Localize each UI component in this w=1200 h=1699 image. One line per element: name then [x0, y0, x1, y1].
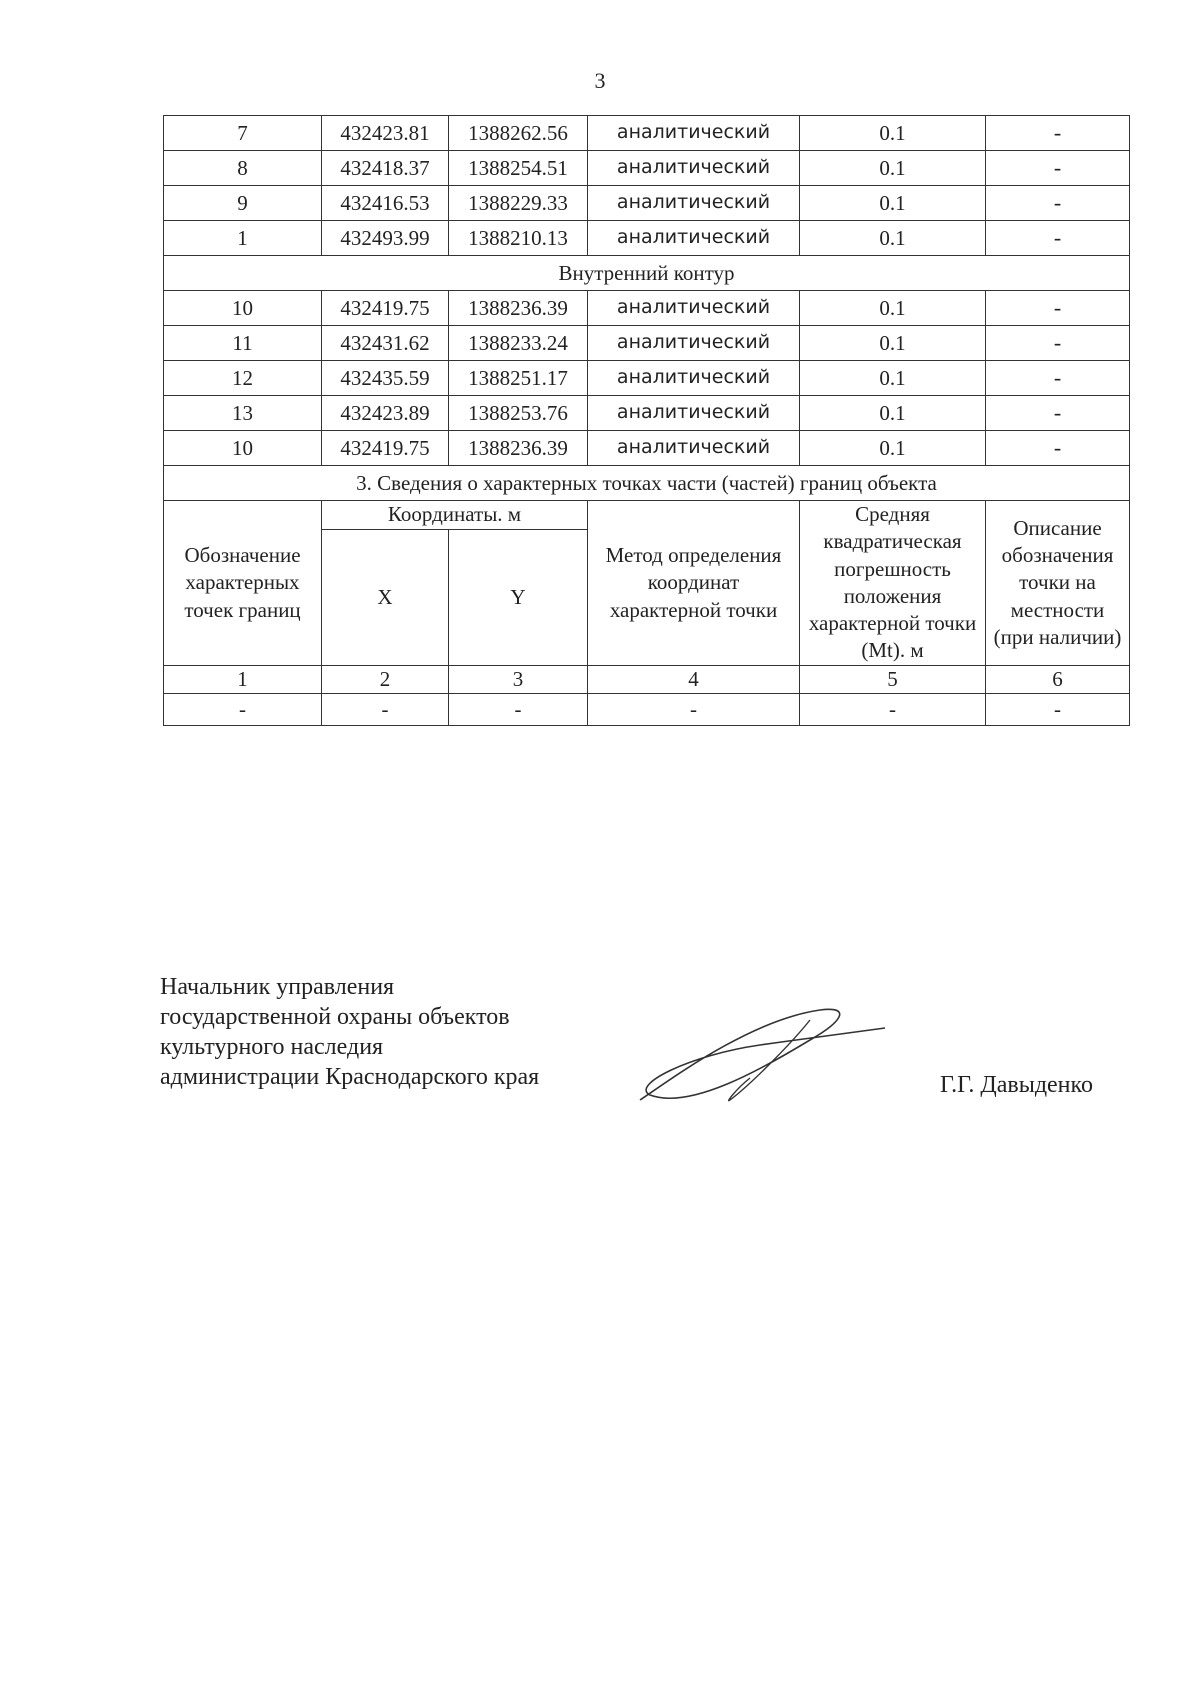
table-row	[164, 361, 1130, 396]
point-number-cell: 12	[164, 361, 322, 396]
inner-contour-row	[164, 256, 1130, 291]
description-cell: -	[986, 151, 1130, 186]
error-cell: 0.1	[800, 116, 986, 151]
method-cell: аналитический	[588, 396, 800, 431]
header-row	[164, 501, 1130, 530]
table-row	[164, 326, 1130, 361]
description-cell: -	[986, 291, 1130, 326]
x-coordinate-cell: 432419.75	[322, 431, 449, 466]
description-cell: -	[986, 361, 1130, 396]
description-cell: -	[986, 221, 1130, 256]
y-coordinate-cell: 1388254.51	[449, 151, 588, 186]
y-coordinate-cell: 1388210.13	[449, 221, 588, 256]
x-coordinate-cell: 432493.99	[322, 221, 449, 256]
table-row	[164, 151, 1130, 186]
x-coordinate-cell: 432435.59	[322, 361, 449, 396]
point-number-cell: 7	[164, 116, 322, 151]
y-coordinate-cell: 1388253.76	[449, 396, 588, 431]
handwritten-signature	[630, 1000, 890, 1110]
position-line: культурного наследия	[160, 1034, 384, 1060]
empty-data-row	[164, 693, 1130, 725]
header-error: Средняя квадратическая погрешность положения характерной точки (Mt). м	[800, 501, 986, 666]
column-number: 5	[800, 665, 986, 693]
method-cell: аналитический	[588, 326, 800, 361]
column-number: 3	[449, 665, 588, 693]
method-cell: аналитический	[588, 116, 800, 151]
description-cell: -	[986, 396, 1130, 431]
header-point-designation: Обозначение характерных точек границ	[164, 501, 322, 666]
column-number: 4	[588, 665, 800, 693]
point-number-cell: 11	[164, 326, 322, 361]
point-number-cell: 9	[164, 186, 322, 221]
point-number-cell: 13	[164, 396, 322, 431]
point-number-cell: 1	[164, 221, 322, 256]
header-x: X	[322, 529, 449, 665]
error-cell: 0.1	[800, 151, 986, 186]
error-cell: 0.1	[800, 326, 986, 361]
x-coordinate-cell: 432418.37	[322, 151, 449, 186]
empty-cell: -	[449, 693, 588, 725]
inner-contour-title: Внутренний контур	[164, 256, 1130, 291]
error-cell: 0.1	[800, 186, 986, 221]
error-cell: 0.1	[800, 396, 986, 431]
y-coordinate-cell: 1388236.39	[449, 291, 588, 326]
description-cell: -	[986, 431, 1130, 466]
y-coordinate-cell: 1388229.33	[449, 186, 588, 221]
column-number: 1	[164, 665, 322, 693]
table-row	[164, 291, 1130, 326]
signer-position	[160, 972, 539, 1092]
table-row	[164, 396, 1130, 431]
error-cell: 0.1	[800, 221, 986, 256]
method-cell: аналитический	[588, 186, 800, 221]
table-row	[164, 221, 1130, 256]
y-coordinate-cell: 1388233.24	[449, 326, 588, 361]
section3-title-row	[164, 466, 1130, 501]
coordinates-table	[163, 115, 1130, 726]
empty-cell: -	[164, 693, 322, 725]
header-coordinates: Координаты. м	[322, 501, 588, 530]
header-method: Метод определения координат характерной точки	[588, 501, 800, 666]
column-number: 2	[322, 665, 449, 693]
empty-cell: -	[322, 693, 449, 725]
column-number-row	[164, 665, 1130, 693]
position-line: государственной охраны объектов	[160, 1004, 510, 1030]
error-cell: 0.1	[800, 431, 986, 466]
error-cell: 0.1	[800, 291, 986, 326]
method-cell: аналитический	[588, 361, 800, 396]
empty-cell: -	[800, 693, 986, 725]
x-coordinate-cell: 432419.75	[322, 291, 449, 326]
y-coordinate-cell: 1388236.39	[449, 431, 588, 466]
empty-cell: -	[588, 693, 800, 725]
column-number: 6	[986, 665, 1130, 693]
table-row	[164, 186, 1130, 221]
x-coordinate-cell: 432423.81	[322, 116, 449, 151]
point-number-cell: 8	[164, 151, 322, 186]
method-cell: аналитический	[588, 431, 800, 466]
x-coordinate-cell: 432416.53	[322, 186, 449, 221]
error-cell: 0.1	[800, 361, 986, 396]
position-line: Начальник управления	[160, 974, 395, 1000]
point-number-cell: 10	[164, 431, 322, 466]
description-cell: -	[986, 186, 1130, 221]
position-line: администрации Краснодарского края	[160, 1064, 540, 1090]
description-cell: -	[986, 116, 1130, 151]
header-description: Описание обозначения точки на местности (при наличии)	[986, 501, 1130, 666]
point-number-cell: 10	[164, 291, 322, 326]
method-cell: аналитический	[588, 151, 800, 186]
page-number: 3	[594, 68, 606, 93]
table-row	[164, 116, 1130, 151]
y-coordinate-cell: 1388262.56	[449, 116, 588, 151]
method-cell: аналитический	[588, 291, 800, 326]
x-coordinate-cell: 432431.62	[322, 326, 449, 361]
signer-name: Г.Г. Давыденко	[940, 1072, 1093, 1098]
table-row	[164, 431, 1130, 466]
description-cell: -	[986, 326, 1130, 361]
method-cell: аналитический	[588, 221, 800, 256]
empty-cell: -	[986, 693, 1130, 725]
x-coordinate-cell: 432423.89	[322, 396, 449, 431]
y-coordinate-cell: 1388251.17	[449, 361, 588, 396]
header-y: Y	[449, 529, 588, 665]
section3-title: 3. Сведения о характерных точках части (частей) границ объекта	[164, 466, 1130, 501]
